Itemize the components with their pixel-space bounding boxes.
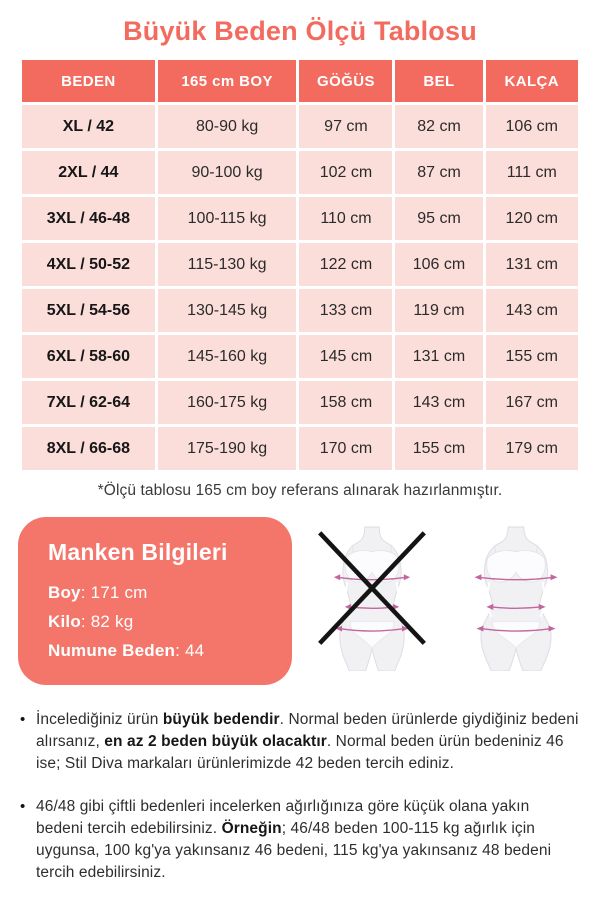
bullet-icon: •: [20, 798, 26, 815]
measurement-cell: 100-115 kg: [158, 197, 297, 240]
model-info-title: Manken Bilgileri: [48, 539, 228, 565]
measurement-cell: 145-160 kg: [158, 335, 297, 378]
size-cell: 3XL / 46-48: [22, 197, 155, 240]
separator: :: [175, 641, 185, 660]
measurement-cell: 160-175 kg: [158, 381, 297, 424]
model-sample-size-label: Numune Beden: [48, 641, 176, 660]
measurement-cell: 170 cm: [299, 427, 392, 470]
measurement-cell: 167 cm: [486, 381, 578, 424]
size-cell: 7XL / 62-64: [22, 381, 155, 424]
measurement-cell: 95 cm: [395, 197, 482, 240]
column-header: BEL: [395, 60, 482, 102]
measurement-cell: 143 cm: [395, 381, 482, 424]
wrong-fit-figure: [310, 523, 434, 671]
measurement-cell: 80-90 kg: [158, 105, 297, 148]
measurement-cell: 155 cm: [395, 427, 482, 470]
measurement-cell: 175-190 kg: [158, 427, 297, 470]
size-cell: 2XL / 44: [22, 151, 155, 194]
notes-list: [20, 709, 580, 884]
measurement-cell: 111 cm: [486, 151, 578, 194]
measurement-cell: 179 cm: [486, 427, 578, 470]
model-height-label: Boy: [48, 583, 81, 602]
column-header: BEDEN: [22, 60, 155, 102]
measurement-cell: 158 cm: [299, 381, 392, 424]
measurement-cell: 87 cm: [395, 151, 482, 194]
measurement-cell: 102 cm: [299, 151, 392, 194]
fit-figures: [292, 517, 582, 671]
size-cell: XL / 42: [22, 105, 155, 148]
size-cell: 4XL / 50-52: [22, 243, 155, 286]
size-cell: 5XL / 54-56: [22, 289, 155, 332]
measurement-cell: 106 cm: [486, 105, 578, 148]
model-weight-line: [48, 607, 266, 636]
page-title: Büyük Beden Ölçü Tablosu: [123, 16, 477, 46]
measurement-cell: 133 cm: [299, 289, 392, 332]
measurement-cell: 119 cm: [395, 289, 482, 332]
model-height-value: 171 cm: [90, 583, 148, 602]
column-header: 165 cm BOY: [158, 60, 297, 102]
model-weight-label: Kilo: [48, 612, 81, 631]
measurement-cell: 145 cm: [299, 335, 392, 378]
column-header: GÖĞÜS: [299, 60, 392, 102]
size-cell: 8XL / 66-68: [22, 427, 155, 470]
correct-fit-figure: [454, 523, 578, 671]
measurement-cell: 115-130 kg: [158, 243, 297, 286]
measurement-cell: 143 cm: [486, 289, 578, 332]
measurement-cell: 155 cm: [486, 335, 578, 378]
model-sample-size-line: [48, 636, 266, 665]
model-weight-value: 82 kg: [90, 612, 134, 631]
cross-x-icon: [310, 523, 434, 671]
model-info-card: [18, 517, 292, 685]
measurement-cell: 106 cm: [395, 243, 482, 286]
measurement-cell: 90-100 kg: [158, 151, 297, 194]
measurement-cell: 82 cm: [395, 105, 482, 148]
model-sample-size-value: 44: [184, 641, 205, 660]
table-footnote: *Ölçü tablosu 165 cm boy referans alınarak hazırlanmıştır.: [97, 482, 503, 499]
measurement-cell: 110 cm: [299, 197, 392, 240]
size-table: [22, 60, 578, 470]
note-item: [20, 709, 580, 775]
size-cell: 6XL / 58-60: [22, 335, 155, 378]
measurement-cell: 122 cm: [299, 243, 392, 286]
model-height-line: [48, 578, 266, 607]
measurement-cell: 97 cm: [299, 105, 392, 148]
measurement-cell: 130-145 kg: [158, 289, 297, 332]
measurement-cell: 120 cm: [486, 197, 578, 240]
note-text: 46/48 gibi çiftli bedenleri incelerken ağırlığınıza göre küçük olana yakın bedeni tercih edebilirsiniz. Örneğin; 46/48 beden 100-115 kg ağırlık için uygunsa, 100 kg'ya yakınsanız 46 bedeni, 115 kg'ya yakınsanız 48 bedeni tercih edebilirsiniz.: [36, 798, 552, 881]
separator: :: [80, 583, 91, 602]
measurement-cell: 131 cm: [395, 335, 482, 378]
note-item: [20, 796, 580, 884]
note-text: İncelediğiniz ürün büyük bedendir. Normal beden ürünlerde giydiğiniz bedeni alırsanız, en az 2 beden büyük olacaktır. Normal beden ürün bedeniniz 46 ise; Stil Diva markaları ürünlerimizde 42 beden tercih ediniz.: [36, 711, 579, 772]
measurement-cell: 131 cm: [486, 243, 578, 286]
model-info-section: [18, 517, 582, 685]
separator: :: [80, 612, 91, 631]
bullet-icon: •: [20, 711, 26, 728]
column-header: KALÇA: [486, 60, 578, 102]
body-silhouette-icon: [454, 523, 578, 671]
size-chart-page: [0, 16, 600, 916]
